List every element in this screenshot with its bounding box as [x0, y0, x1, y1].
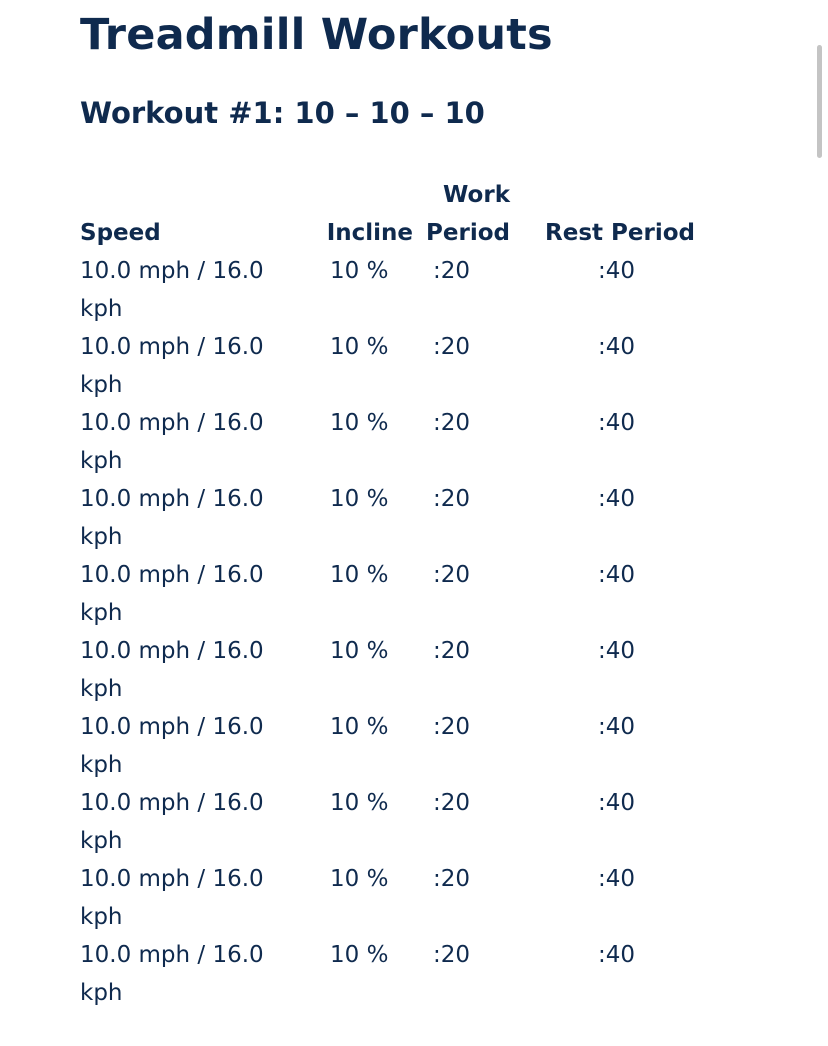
work-period-cell: :20: [433, 638, 471, 664]
work-period-cell: :20: [433, 942, 471, 968]
work-period-cell: :20: [433, 790, 471, 816]
table-row: [80, 860, 700, 936]
speed-cell: 10.0 mph / 16.0 kph: [80, 562, 264, 626]
rest-period-cell: :40: [598, 410, 636, 436]
incline-cell: 10 %: [330, 486, 389, 512]
work-period-cell: :20: [433, 866, 471, 892]
table-row: [80, 252, 700, 328]
incline-cell: 10 %: [330, 714, 389, 740]
incline-cell: 10 %: [330, 562, 389, 588]
incline-cell: 10 %: [330, 866, 389, 892]
rest-period-cell: :40: [598, 790, 636, 816]
page-title: Treadmill Workouts: [80, 10, 553, 60]
table-row: [80, 632, 700, 708]
work-period-cell: :20: [433, 410, 471, 436]
rest-period-cell: :40: [598, 562, 636, 588]
speed-cell: 10.0 mph / 16.0 kph: [80, 258, 264, 322]
table-row: [80, 784, 700, 860]
incline-cell: 10 %: [330, 258, 389, 284]
incline-cell: 10 %: [330, 334, 389, 360]
rest-period-cell: :40: [598, 258, 636, 284]
speed-cell: 10.0 mph / 16.0 kph: [80, 486, 264, 550]
rest-period-cell: :40: [598, 942, 636, 968]
header-rest-period: Rest Period: [545, 220, 695, 246]
header-incline: Incline: [326, 220, 413, 246]
rest-period-cell: :40: [598, 866, 636, 892]
work-period-cell: :20: [433, 258, 471, 284]
speed-cell: 10.0 mph / 16.0 kph: [80, 638, 264, 702]
work-period-cell: :20: [433, 334, 471, 360]
speed-cell: 10.0 mph / 16.0 kph: [80, 410, 264, 474]
header-speed: Speed: [80, 220, 161, 246]
speed-cell: 10.0 mph / 16.0 kph: [80, 334, 264, 398]
rest-period-cell: :40: [598, 486, 636, 512]
speed-cell: 10.0 mph / 16.0 kph: [80, 866, 264, 930]
rest-period-cell: :40: [598, 334, 636, 360]
work-period-cell: :20: [433, 486, 471, 512]
speed-cell: 10.0 mph / 16.0 kph: [80, 942, 264, 1006]
table-row: [80, 404, 700, 480]
table-row: [80, 708, 700, 784]
table-header: [80, 176, 700, 252]
header-work-period: Work Period: [426, 182, 510, 246]
incline-cell: 10 %: [330, 942, 389, 968]
table-body: [80, 252, 700, 1012]
speed-cell: 10.0 mph / 16.0 kph: [80, 790, 264, 854]
workout-title: Workout #1: 10 – 10 – 10: [80, 96, 485, 130]
incline-cell: 10 %: [330, 410, 389, 436]
work-period-cell: :20: [433, 714, 471, 740]
rest-period-cell: :40: [598, 714, 636, 740]
work-period-cell: :20: [433, 562, 471, 588]
table-row: [80, 936, 700, 1012]
table-row: [80, 556, 700, 632]
table-row: [80, 480, 700, 556]
table-row: [80, 328, 700, 404]
scrollbar[interactable]: [817, 45, 822, 158]
header-row: [80, 176, 700, 252]
rest-period-cell: :40: [598, 638, 636, 664]
incline-cell: 10 %: [330, 790, 389, 816]
speed-cell: 10.0 mph / 16.0 kph: [80, 714, 264, 778]
workout-table: [80, 176, 700, 1012]
incline-cell: 10 %: [330, 638, 389, 664]
